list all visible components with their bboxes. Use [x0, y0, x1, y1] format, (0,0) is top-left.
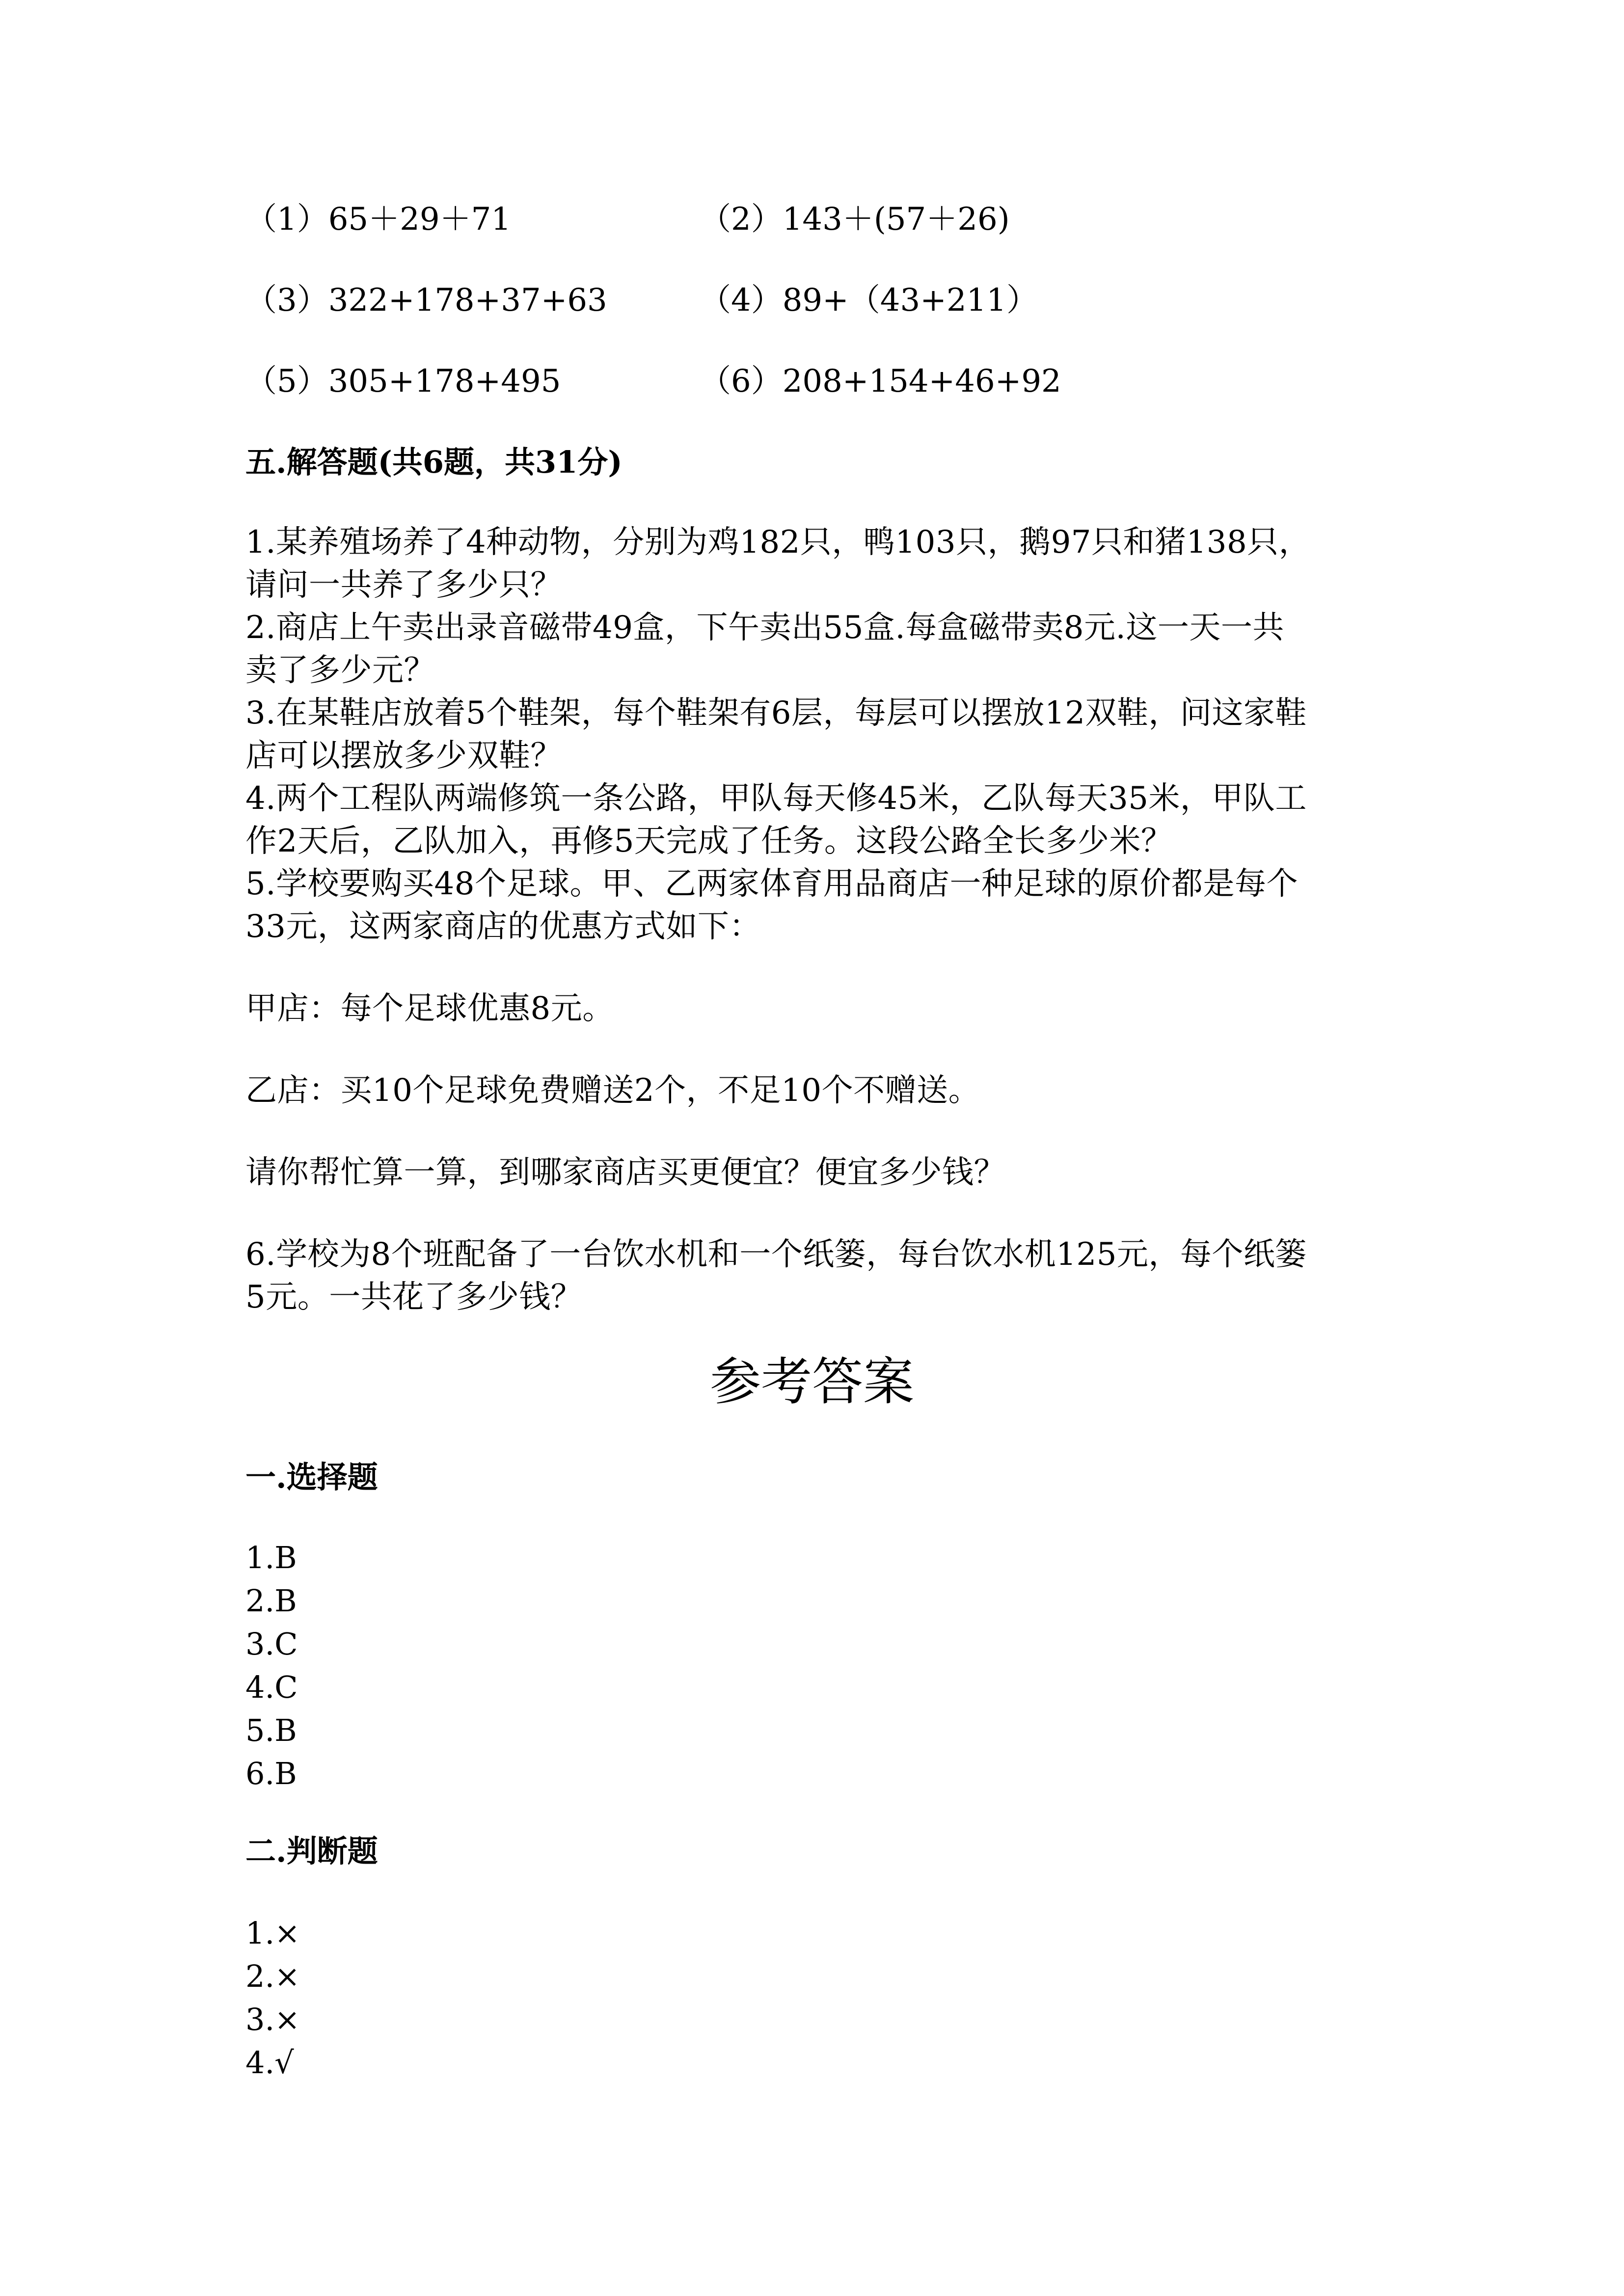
problem-6-line-2: 5元。一共花了多少钱？ — [245, 1279, 583, 1315]
answer-section-2-heading: 二.判断题 — [245, 1833, 378, 1869]
answer-item: 5.B — [245, 1712, 297, 1748]
calculation-row — [245, 280, 1424, 361]
word-problems — [245, 521, 1394, 1319]
problem-1-line-1: 1.某养殖场养了4种动物，分别为鸡182只，鸭103只，鹅97只和猪138只， — [245, 524, 1311, 561]
answer-item: 1.× — [245, 1915, 300, 1951]
answer-item: 4.√ — [245, 2045, 294, 2081]
problem-2-line-1: 2.商店上午卖出录音磁带49盒，下午卖出55盒.每盒磁带卖8元.这一天一共 — [245, 610, 1284, 646]
calculation-row — [245, 361, 1424, 442]
calculation-item-4: （4）89+（43+211） — [700, 282, 1038, 319]
answer-item: 4.C — [245, 1669, 298, 1705]
problem-6-line-1: 6.学校为8个班配备了一台饮水机和一个纸篓，每台饮水机125元，每个纸篓 — [245, 1236, 1307, 1273]
problem-5-question: 请你帮忙算一算，到哪家商店买更便宜？便宜多少钱？ — [245, 1154, 1005, 1191]
answer-key-title: 参考答案 — [709, 1352, 914, 1412]
answer-item: 2.B — [245, 1583, 297, 1619]
answer-item: 3.C — [245, 1626, 298, 1662]
shop-b-offer: 乙店：买10个足球免费赠送2个，不足10个不赠送。 — [245, 1072, 980, 1109]
problem-2-line-2: 卖了多少元？ — [245, 652, 435, 689]
problem-4-line-2: 作2天后，乙队加入，再修5天完成了任务。这段公路全长多少米？ — [245, 823, 1173, 859]
calculation-item-5: （5）305+178+495 — [245, 363, 561, 400]
answer-item: 1.B — [245, 1540, 297, 1575]
problem-3-line-2: 店可以摆放多少双鞋？ — [245, 738, 562, 774]
shop-a-offer: 甲店：每个足球优惠8元。 — [245, 990, 614, 1027]
calculation-item-3: （3）322+178+37+63 — [245, 282, 607, 319]
problem-5-line-1: 5.学校要购买48个足球。甲、乙两家体育用品商店一种足球的原价都是每个 — [245, 866, 1298, 902]
answer-section-1-heading: 一.选择题 — [245, 1459, 378, 1495]
calculation-item-6: （6）208+154+46+92 — [700, 363, 1061, 400]
answer-item: 2.× — [245, 1958, 300, 1994]
calculation-item-1: （1）65＋29＋71 — [245, 201, 512, 238]
calculation-row — [245, 199, 1424, 280]
problem-5-line-2: 33元，这两家商店的优惠方式如下： — [245, 908, 761, 945]
answer-item: 3.× — [245, 2002, 300, 2037]
problem-1-line-2: 请问一共养了多少只？ — [245, 567, 562, 603]
answer-section-1-list — [245, 1536, 298, 1795]
calculation-grid — [245, 199, 1424, 442]
calculation-item-2: （2）143＋(57＋26) — [700, 201, 1010, 238]
section-5-heading: 五.解答题(共6题，共31分) — [245, 444, 623, 480]
problem-4-line-1: 4.两个工程队两端修筑一条公路，甲队每天修45米，乙队每天35米，甲队工 — [245, 780, 1307, 817]
answer-item: 6.B — [245, 1756, 297, 1791]
answer-section-2-list — [245, 1912, 300, 2084]
problem-3-line-1: 3.在某鞋店放着5个鞋架，每个鞋架有6层，每层可以摆放12双鞋，问这家鞋 — [245, 695, 1307, 731]
